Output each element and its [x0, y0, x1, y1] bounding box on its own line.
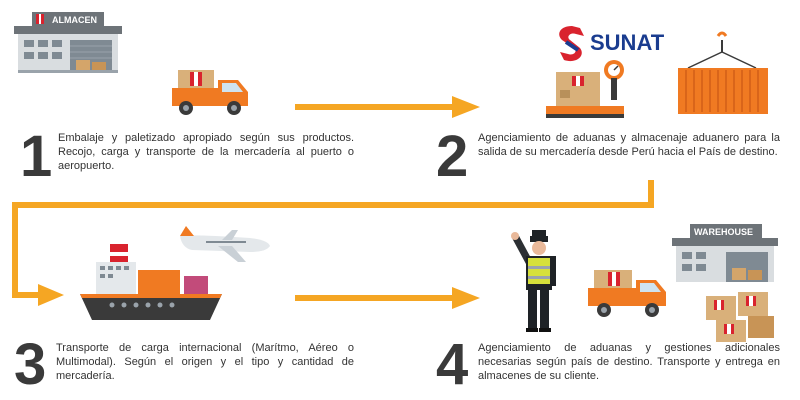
step-1-number: 1	[20, 124, 53, 189]
warehouse-building	[672, 224, 778, 282]
customs-officer-icon	[511, 230, 556, 332]
almacen-sign: ALMACEN	[52, 15, 97, 25]
step-2-description: Agenciamiento de aduanas y almacenaje aduanero para la salida de su mercadería desde Perú hacia el País de destino.	[478, 132, 780, 158]
flow-arrow-3-4	[295, 287, 480, 309]
cargo-ship-icon	[80, 244, 222, 320]
step-1-description: Embalaje y paletizado apropiado según sus productos. Recojo, carga y transporte de la mercadería al puerto o aeropuerto.	[58, 132, 354, 172]
airplane-icon	[180, 226, 270, 262]
flow-arrow-1-2	[295, 96, 480, 118]
step-4-number: 4	[436, 332, 469, 397]
step-2-number: 2	[436, 124, 469, 189]
cargo-scale-icon	[546, 60, 624, 118]
step-3-description: Transporte de carga internacional (Marítmo, Aéreo o Multimodal). Según el origen y el tipo y cantidad de mercadería.	[56, 342, 354, 382]
step-4-description: Agenciamiento de aduanas y gestiones adicionales necesarias según país de destino. Transporte y entrega en almacenes de su cliente.	[478, 342, 780, 382]
shipping-container-icon	[678, 33, 768, 114]
delivery-truck-icon	[588, 270, 666, 317]
cargo-boxes-icon	[706, 292, 774, 342]
sunat-logo-icon	[559, 26, 584, 61]
warehouse-sign: WAREHOUSE	[694, 227, 754, 237]
almacen-building	[14, 12, 122, 73]
step-3-number: 3	[14, 332, 47, 397]
sunat-logo-text: SUNAT	[590, 30, 665, 55]
delivery-truck-icon	[172, 70, 248, 115]
